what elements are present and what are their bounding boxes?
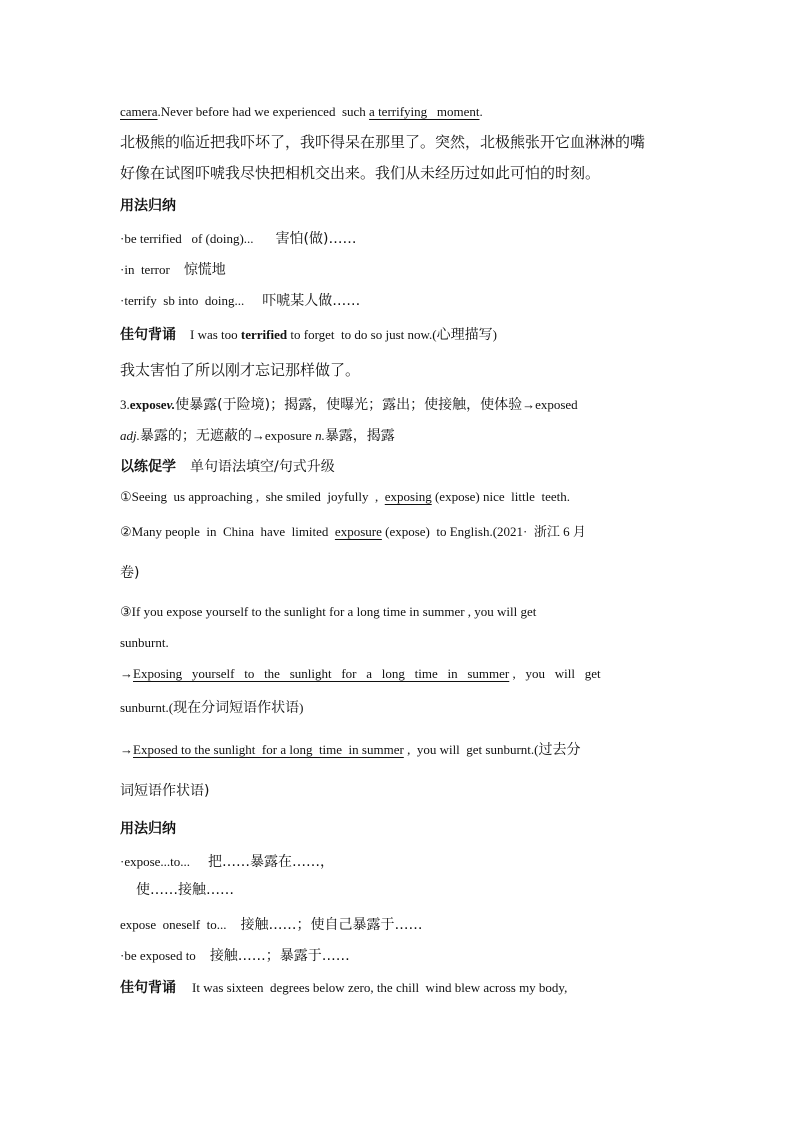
question-2-pre: ②Many people in China have limited xyxy=(120,524,335,539)
question-3-answer-1-note: 现在分词短语作状语 xyxy=(173,700,300,716)
usage2-item-3-en: ·be exposed to xyxy=(120,948,196,963)
period: . xyxy=(479,104,483,119)
question-3-answer-2-text: Exposed to the sunlight for a long time in summer xyxy=(133,742,404,757)
question-1-answer: exposing xyxy=(384,489,432,504)
sentence1-label: 佳句背诵 xyxy=(120,327,176,343)
usage1-item-3-en: ·terrify sb into doing... xyxy=(120,293,245,308)
sentence1-bold-word: terrified xyxy=(240,327,288,342)
entry3-line-1 xyxy=(120,396,674,412)
question-3-answer-1-sunburnt: sunburnt.( xyxy=(120,700,174,715)
usage2-item-3-zh: 接触……；暴露于…… xyxy=(209,948,350,964)
usage1-item-2-en: ·in terror xyxy=(120,262,170,277)
usage1-item-1 xyxy=(120,230,674,246)
usage1-item-1-en: ·be terrified of (doing)... xyxy=(120,231,254,246)
question-3-answer-1 xyxy=(120,667,674,680)
entry3-adj-pos: adj. xyxy=(120,428,140,443)
practice-heading: 以练促学 xyxy=(120,459,176,475)
question-2 xyxy=(120,525,674,538)
usage1-item-3-zh: 吓唬某人做…… xyxy=(262,293,361,309)
question-3-answer-2-post: , you will get sunburnt.( xyxy=(403,742,539,757)
sentence1-close: ) xyxy=(492,327,497,342)
entry3-headword: expose xyxy=(129,397,167,412)
entry3-number: 3. xyxy=(120,397,130,412)
entry3-definition: 使暴露(于险境)；揭露，使曝光；露出；使接触，使体验 xyxy=(175,397,523,413)
sentence1-note: 心理描写 xyxy=(436,327,493,343)
intro-english-line xyxy=(120,105,674,118)
practice-heading-line xyxy=(120,458,674,474)
question-2-post: (expose) to English.(2021· 浙江 6 月 xyxy=(381,524,586,539)
usage1-item-1-zh: 害怕(做)…… xyxy=(275,231,357,247)
question-3-line-1: ③If you expose yourself to the sunlight for a long time in summer , you will get xyxy=(120,604,537,619)
question-3-answer-1-line-2 xyxy=(120,699,674,715)
entry3-exposure: →exposure xyxy=(251,428,316,443)
question-1-post: (expose) nice little teeth. xyxy=(431,489,570,504)
usage2-item-1-zh-2: 使……接触…… xyxy=(136,882,234,898)
sentence1-line xyxy=(120,326,674,342)
entry3-line-2 xyxy=(120,427,674,443)
arrow: → xyxy=(120,666,133,681)
intro-translation-line-1: 北极熊的临近把我吓坏了，我吓得呆在那里了。突然，北极熊张开它血淋淋的嘴 xyxy=(120,133,646,151)
sentence2-text: It was sixteen degrees below zero, the chill wind blew across my body, xyxy=(192,980,568,995)
usage2-item-3 xyxy=(120,947,674,963)
question-2-answer: exposure xyxy=(334,524,382,539)
entry3-n-def: 暴露，揭露 xyxy=(324,428,395,444)
question-3-answer-1-post: , you will get xyxy=(509,666,601,681)
question-1-pre: ①Seeing us approaching , she smiled joyfully , xyxy=(120,489,385,504)
intro-english-text: .Never before had we experienced such xyxy=(157,104,370,119)
entry3-adj-def: 暴露的；无遮蔽的 xyxy=(139,428,252,444)
usage-heading-1: 用法归纳 xyxy=(120,198,176,214)
question-2-cont: 卷) xyxy=(120,565,140,581)
usage1-item-3 xyxy=(120,292,674,308)
sentence1-pre: I was too xyxy=(190,327,241,342)
usage2-item-2 xyxy=(120,916,674,932)
sentence1-post: to forget to do so just now.( xyxy=(287,327,437,342)
entry3-pos: v. xyxy=(166,397,176,412)
intro-translation-line-2: 好像在试图吓唬我尽快把相机交出来。我们从未经历过如此可怕的时刻。 xyxy=(120,164,601,182)
question-3-answer-2-line-2: 词短语作状语) xyxy=(120,783,210,799)
usage2-item-1-en: ·expose...to... xyxy=(120,854,191,869)
arrow: → xyxy=(120,742,133,757)
question-1 xyxy=(120,490,674,503)
entry3-exposed: →exposed xyxy=(522,397,578,412)
usage2-item-2-en: expose oneself to... xyxy=(120,917,227,932)
usage2-item-2-zh: 接触……；使自己暴露于…… xyxy=(240,917,423,933)
usage2-item-1-zh: 把……暴露在……， xyxy=(208,854,335,870)
answer-terrifying-moment: a terrifying moment xyxy=(369,104,480,119)
usage2-item-1 xyxy=(120,853,674,869)
question-3-answer-2-note: 过去分 xyxy=(538,742,581,758)
answer-camera: camera xyxy=(120,104,158,119)
sentence2-label: 佳句背诵 xyxy=(120,980,176,996)
sentence1-translation: 我太害怕了所以刚才忘记那样做了。 xyxy=(120,361,361,379)
question-3-line-2: sunburnt. xyxy=(120,635,169,650)
question-3-answer-1-close: ) xyxy=(299,700,304,715)
entry3-n-pos: n. xyxy=(315,428,325,443)
usage1-item-2 xyxy=(120,261,674,277)
question-3-answer-2 xyxy=(120,743,674,757)
usage1-item-2-zh: 惊慌地 xyxy=(183,262,226,278)
question-3-answer-1-text: Exposing yourself to the sunlight for a long time in summer xyxy=(133,666,510,681)
sentence2-line xyxy=(120,979,674,995)
practice-subheading: 单句语法填空/句式升级 xyxy=(190,459,335,475)
usage-heading-2: 用法归纳 xyxy=(120,821,176,837)
